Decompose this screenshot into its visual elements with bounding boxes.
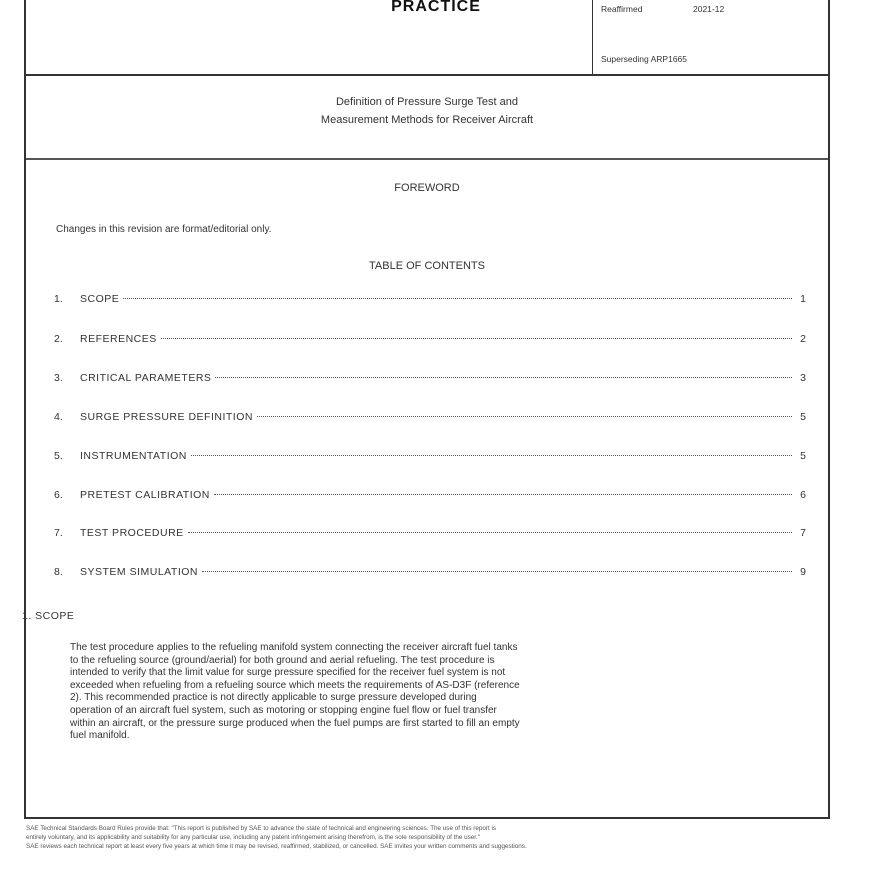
- toc-label: SCOPE: [80, 293, 120, 305]
- toc-label: CRITICAL PARAMETERS: [80, 372, 212, 384]
- toc-page-number: 1: [800, 293, 806, 305]
- scope-line: exceeded when refueling from a refueling source which meets the requirements of AS-D3F (reference: [70, 679, 520, 691]
- toc-entry[interactable]: [54, 411, 806, 427]
- toc-leader-dots: [257, 416, 792, 417]
- scope-line: 2). This recommended practice is not directly applicable to surge pressure developed during: [70, 692, 477, 704]
- toc-page-number: 2: [800, 333, 806, 345]
- toc-entry[interactable]: [54, 293, 806, 309]
- toc-number: 1.: [54, 293, 63, 305]
- toc-label: TEST PROCEDURE: [80, 527, 184, 539]
- scope-paragraph: [70, 642, 800, 743]
- toc-page-number: 5: [800, 450, 806, 462]
- toc-leader-dots: [214, 494, 792, 495]
- document-title-block: [26, 74, 828, 160]
- toc-number: 8.: [54, 566, 63, 578]
- toc-label: REFERENCES: [80, 333, 157, 345]
- scope-line: The test procedure applies to the refueling manifold system connecting the receiver aircraft fuel tanks: [70, 642, 518, 653]
- toc-entry[interactable]: [54, 566, 806, 582]
- toc-leader-dots: [123, 298, 792, 299]
- toc-entry[interactable]: [54, 372, 806, 388]
- document-type-title: PRACTICE: [391, 0, 481, 15]
- toc-page-number: 7: [800, 527, 806, 539]
- document-header: [26, 0, 828, 76]
- toc-page-number: 5: [800, 411, 806, 423]
- foreword-heading: FOREWORD: [394, 182, 460, 194]
- toc-label: SYSTEM SIMULATION: [80, 566, 198, 578]
- toc-number: 4.: [54, 411, 63, 423]
- toc-label: INSTRUMENTATION: [80, 450, 187, 462]
- toc-number: 6.: [54, 489, 63, 501]
- toc-page-number: 3: [800, 372, 806, 384]
- document-title-line: Measurement Methods for Receiver Aircraft: [320, 114, 534, 126]
- toc-number: 3.: [54, 372, 63, 384]
- toc-label: PRETEST CALIBRATION: [80, 489, 210, 501]
- toc-leader-dots: [202, 571, 792, 572]
- toc-entry[interactable]: [54, 450, 806, 466]
- scope-line: operation of an aircraft fuel system, such as motoring or stopping engine fuel flow or fuel transfer: [70, 704, 497, 716]
- scope-line: intended to verify that the limit value for surge pressure specified for the receiver fuel system is not: [70, 667, 506, 679]
- document-footer-notice: [26, 824, 832, 851]
- toc-leader-dots: [161, 338, 792, 339]
- toc-heading: TABLE OF CONTENTS: [369, 260, 485, 272]
- toc-label: SURGE PRESSURE DEFINITION: [80, 411, 253, 423]
- meta-label: Reaffirmed: [601, 4, 643, 14]
- scope-heading: 1. SCOPE: [22, 610, 75, 622]
- meta-label: Superseding ARP1665: [601, 54, 688, 64]
- toc-entry[interactable]: [54, 489, 806, 505]
- meta-value: 2021-12: [693, 4, 725, 14]
- toc-page-number: 6: [800, 489, 806, 501]
- document-sheet: [24, 0, 830, 819]
- toc-leader-dots: [188, 532, 792, 533]
- footer-line: SAE reviews each technical report at least every five years at which time it may be revised, reaffirmed, stabilized, or cancelled. SAE invites your written comments and suggestions.: [26, 843, 527, 850]
- footer-line: entirely voluntary, and its applicability and suitability for any particular use, including any patent infringement arising therefrom, is the sole responsibility of the user.": [26, 834, 480, 841]
- scope-line: fuel manifold.: [70, 730, 130, 742]
- toc-entry[interactable]: [54, 527, 806, 543]
- toc-entry[interactable]: [54, 333, 806, 349]
- toc-number: 2.: [54, 333, 63, 345]
- toc-page-number: 9: [800, 566, 806, 578]
- scope-line: to the refueling source (ground/aerial) for both ground and aerial refueling. The test procedure is: [70, 654, 495, 666]
- document-title-line: Definition of Pressure Surge Test and: [335, 96, 518, 108]
- scope-line: within an aircraft, or the pressure surge produced when the fuel pumps are first started to fill an empty: [70, 717, 520, 729]
- footer-line: SAE Technical Standards Board Rules provide that: "This report is published by SAE to advance the state of technical and engineering sciences. The use of this report is: [26, 825, 496, 832]
- document-meta-box: [592, 0, 828, 74]
- toc-leader-dots: [191, 455, 792, 456]
- foreword-text: Changes in this revision are format/editorial only.: [56, 224, 272, 235]
- toc-number: 5.: [54, 450, 63, 462]
- toc-number: 7.: [54, 527, 63, 539]
- toc-leader-dots: [215, 377, 792, 378]
